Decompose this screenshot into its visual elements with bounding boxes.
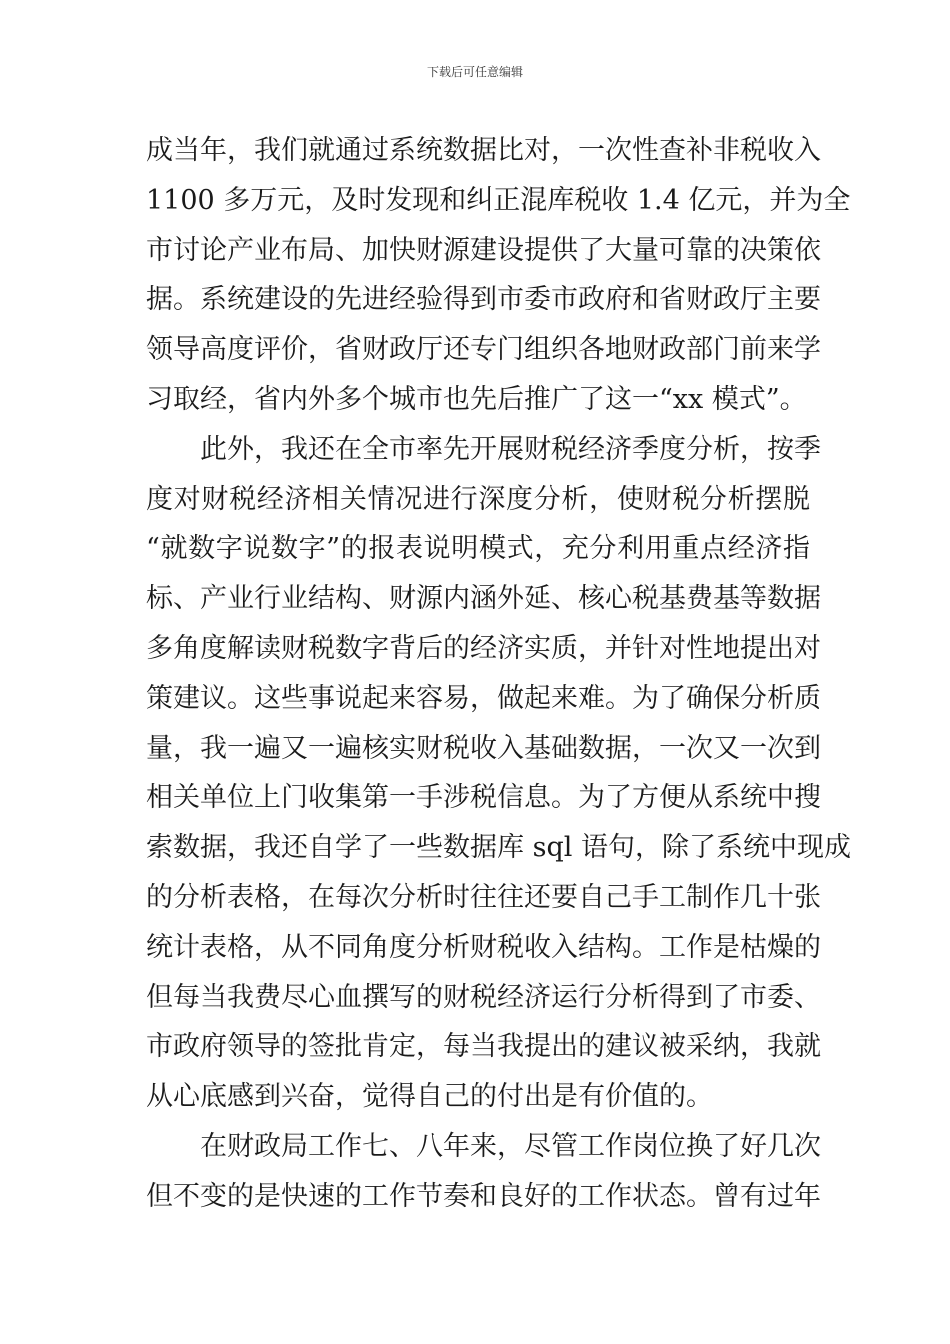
text-line: 市政府领导的签批肯定，每当我提出的建议被采纳，我就 (146, 1031, 821, 1063)
text-line: 市讨论产业布局、加快财源建设提供了大量可靠的决策依 (146, 234, 821, 266)
page-header: 下载后可任意编辑 (426, 65, 523, 79)
text-line: 领导高度评价，省财政厅还专门组织各地财政部门前来学 (146, 334, 821, 366)
text-line: 标、产业行业结构、财源内涵外延、核心税基费基等数据 (146, 583, 821, 615)
text-line: 量，我一遍又一遍核实财税收入基础数据，一次又一次到 (146, 732, 821, 764)
document-body (146, 126, 851, 1222)
text-line: 习取经，省内外多个城市也先后推广了这一“xx 模式”。 (146, 383, 807, 415)
text-line: 相关单位上门收集第一手涉税信息。为了方便从系统中搜 (146, 782, 821, 814)
text-line: 1100 多万元，及时发现和纠正混库税收 1.4 亿元，并为全 (146, 184, 851, 216)
paragraph (146, 126, 851, 425)
text-line: 统计表格，从不同角度分析财税收入结构。工作是枯燥的 (146, 931, 821, 963)
paragraph (146, 425, 851, 1122)
text-line: 的分析表格，在每次分析时往往还要自己手工制作几十张 (146, 881, 821, 913)
paragraph (146, 1122, 821, 1222)
text-line: 多角度解读财税数字背后的经济实质，并针对性地提出对 (146, 632, 821, 664)
text-line: 据。系统建设的先进经验得到市委市政府和省财政厅主要 (146, 284, 821, 316)
text-line: 成当年，我们就通过系统数据比对，一次性查补非税收入 (146, 135, 821, 166)
text-line: 但不变的是快速的工作节奏和良好的工作状态。曾有过年 (146, 1180, 821, 1212)
text-line: “就数字说数字”的报表说明模式，充分利用重点经济指 (146, 533, 810, 565)
text-line: 但每当我费尽心血撰写的财税经济运行分析得到了市委、 (146, 981, 821, 1013)
text-line: 度对财税经济相关情况进行深度分析，使财税分析摆脱 (146, 483, 810, 515)
text-line: 在财政局工作七、八年来，尽管工作岗位换了好几次 (200, 1130, 821, 1162)
text-line: 从心底感到兴奋，觉得自己的付出是有价值的。 (146, 1081, 713, 1113)
text-line: 策建议。这些事说起来容易，做起来难。为了确保分析质 (146, 682, 821, 714)
text-line: 索数据，我还自学了一些数据库 sql 语句，除了系统中现成 (146, 832, 851, 864)
text-line: 此外，我还在全市率先开展财税经济季度分析，按季 (200, 433, 821, 465)
